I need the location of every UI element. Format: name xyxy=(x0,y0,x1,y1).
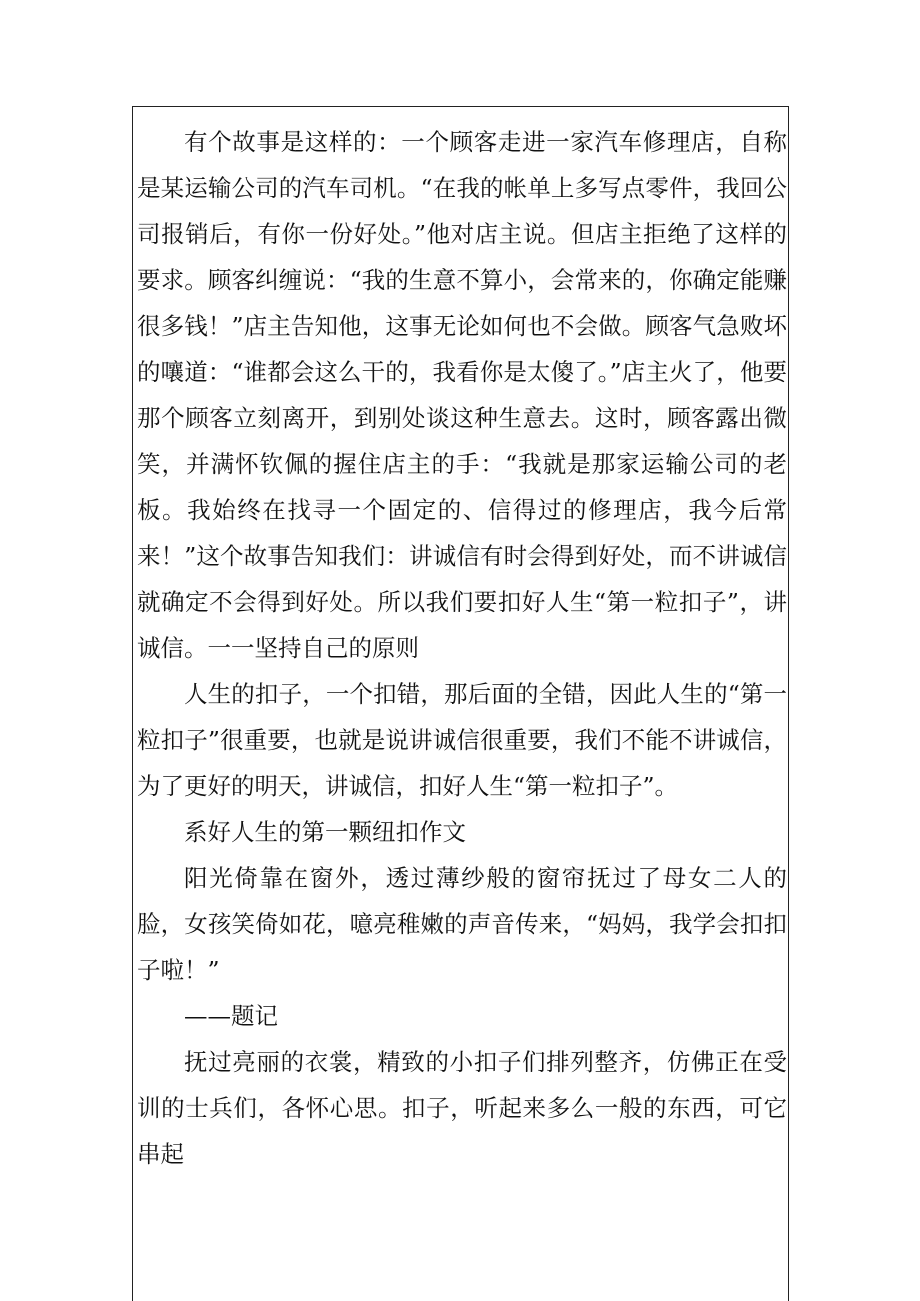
paragraph-story: 有个故事是这样的：一个顾客走进一家汽车修理店，自称是某运输公司的汽车司机。“在我的帐单上多写点零件，我回公司报销后，有你一份好处。”他对店主说。但店主拒绝了这样的要求。顾客纠缠说：“我的生意不算小，会常来的，你确定能赚很多钱！”店主告知他，这事无论如何也不会做。顾客气急败坏的嚷道：“谁都会这么干的，我看你是太傻了。”店主火了，他要那个顾客立刻离开，到别处谈这种生意去。这时，顾客露出微笑，并满怀钦佩的握住店主的手：“我就是那家运输公司的老板。我始终在找寻一个固定的、信得过的修理店，我今后常来！”这个故事告知我们：讲诚信有时会得到好处，而不讲诚信就确定不会得到好处。所以我们要扣好人生“第一粒扣子”，讲诚信。一一坚持自己的原则 xyxy=(137,128,787,662)
paragraph-conclusion: 人生的扣子，一个扣错，那后面的全错，因此人生的“第一粒扣子”很重要，也就是说讲诚信很重要，我们不能不讲诚信，为了更好的明天，讲诚信，扣好人生“第一粒扣子”。 xyxy=(137,680,787,800)
essay-title: 系好人生的第一颗纽扣作文 xyxy=(184,818,466,846)
paragraph-buttons: 抚过亮丽的衣裳，精致的小扣子们排列整齐，仿佛正在受训的士兵们，各怀心思。扣子，听起来多么一般的东西，可它串起 xyxy=(137,1048,787,1168)
paragraph-epigraph: 阳光倚靠在窗外，透过薄纱般的窗帘抚过了母女二人的脸，女孩笑倚如花，噫亮稚嫩的声音传来，“妈妈，我学会扣扣子啦！” xyxy=(137,864,787,984)
document-body xyxy=(137,119,787,1177)
epigraph-attribution: ——题记 xyxy=(184,1002,278,1030)
